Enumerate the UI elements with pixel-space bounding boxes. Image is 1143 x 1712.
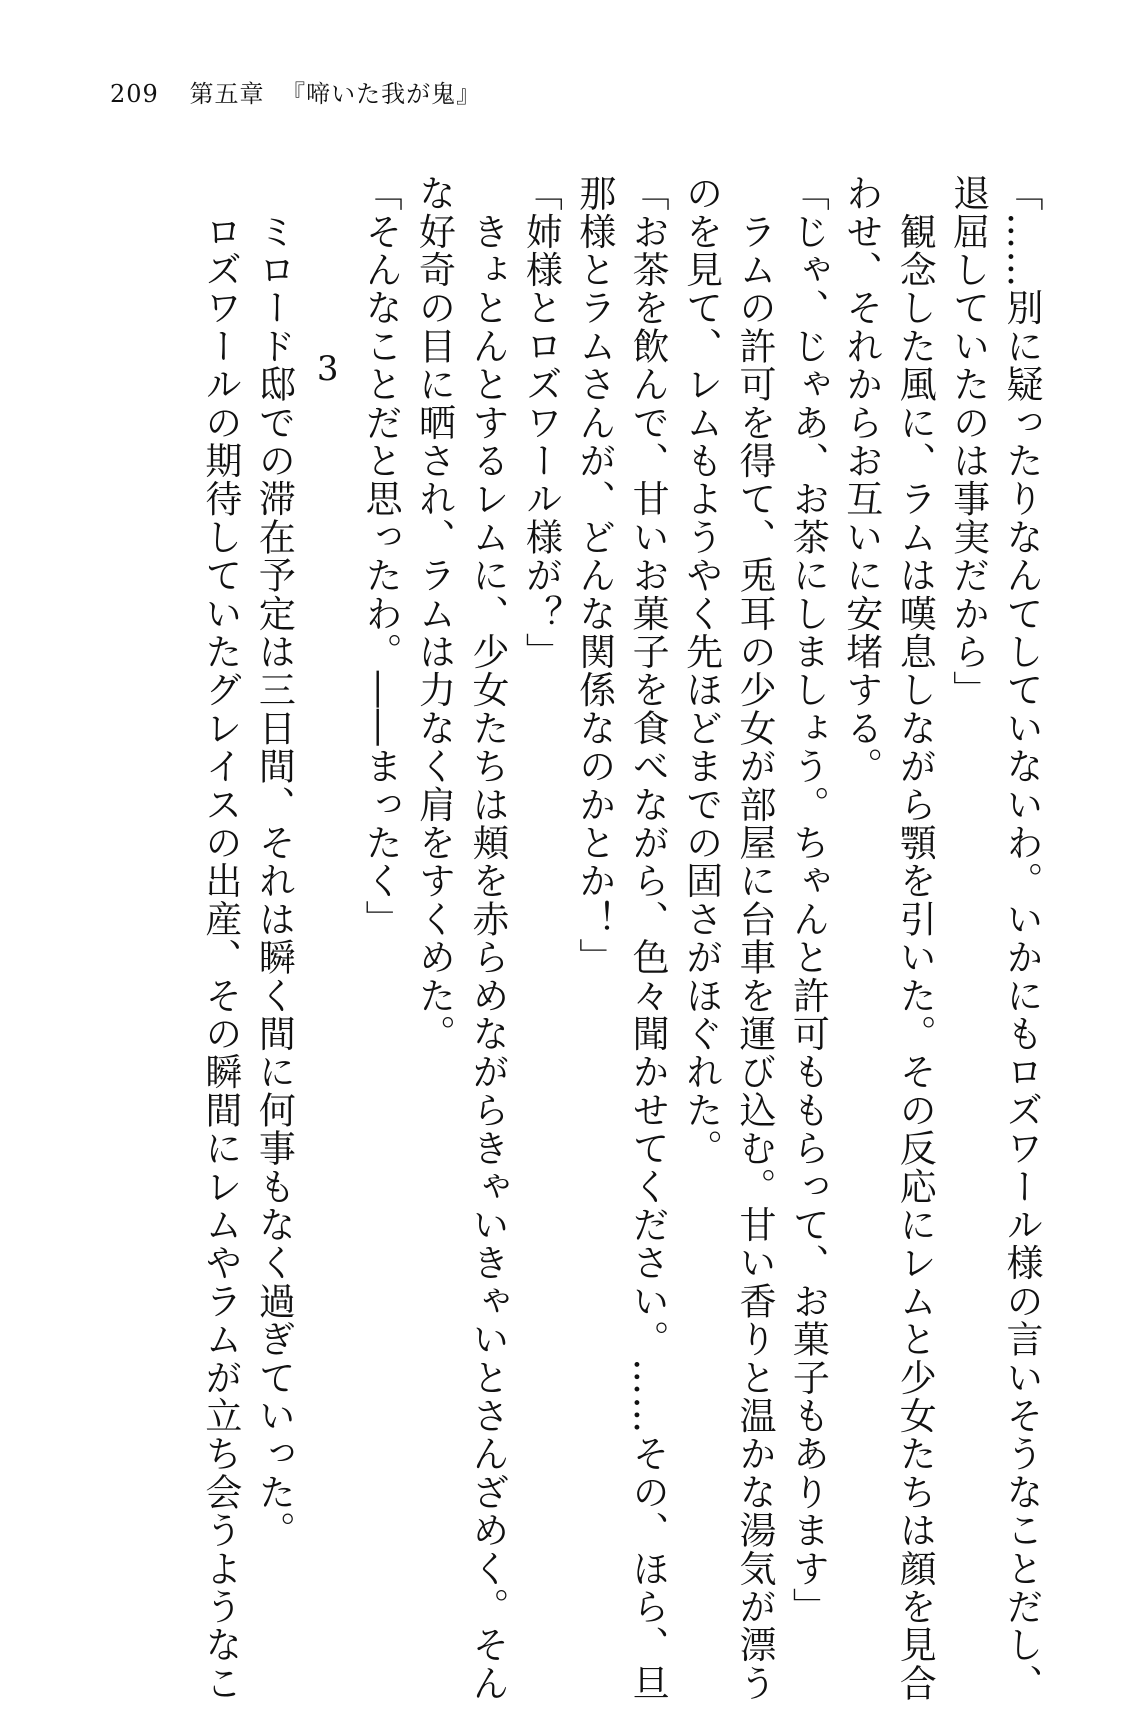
text-line: 「……別に疑ったりなんてしていないわ。いかにもロズワール様の言いそうなことだし、 bbox=[1000, 174, 1043, 1702]
text-line: のを見て、レムもようやく先ほどまでの固さがほぐれた。 bbox=[679, 174, 723, 1168]
text-line: きょとんとするレムに、少女たちは頬を赤らめながらきゃいきゃいとさんざめく。そん bbox=[465, 174, 509, 1702]
text-line: 観念した風に、ラムは嘆息しながら顎を引いた。その反応にレムと少女たちは顔を見合 bbox=[893, 174, 937, 1702]
text-line: 「お茶を飲んで、甘いお菓子を食べながら、色々聞かせてください。……その、ほら、旦 bbox=[626, 174, 670, 1702]
text-line: 「姉様とロズワール様が？」 bbox=[519, 174, 563, 671]
page-number: 209 bbox=[110, 80, 159, 108]
text-line: 退屈していたのは事実だから」 bbox=[946, 174, 990, 709]
chapter-title: 『啼いた我が鬼』 bbox=[281, 80, 482, 108]
text-line: わせ、それからお互いに安堵する。 bbox=[839, 174, 883, 786]
text-line: 「じゃ、じゃあ、お茶にしましょう。ちゃんと許可ももらって、お菓子もあります」 bbox=[786, 174, 830, 1626]
text-line: ロズワールの期待していたグレイスの出産、その瞬間にレムやラムが立ち会うようなこ bbox=[198, 174, 242, 1702]
running-header bbox=[110, 74, 481, 109]
text-line: な好奇の目に晒され、ラムは力なく肩をすくめた。 bbox=[412, 174, 456, 1053]
text-line: 那様とラムさんが、どんな関係なのかとか！」 bbox=[572, 174, 616, 977]
vertical-body-text bbox=[194, 174, 1049, 1702]
text-line: 「そんなことだと思ったわ。――まったく」 bbox=[359, 174, 403, 938]
text-line: ミロード邸での滞在予定は三日間、それは瞬く間に何事もなく過ぎていった。 bbox=[252, 174, 296, 1550]
chapter-label: 第五章 bbox=[189, 80, 265, 108]
section-number: 3 bbox=[307, 349, 348, 391]
text-line: ラムの許可を得て、兎耳の少女が部屋に台車を運び込む。甘い香りと温かな湯気が漂う bbox=[732, 174, 776, 1702]
